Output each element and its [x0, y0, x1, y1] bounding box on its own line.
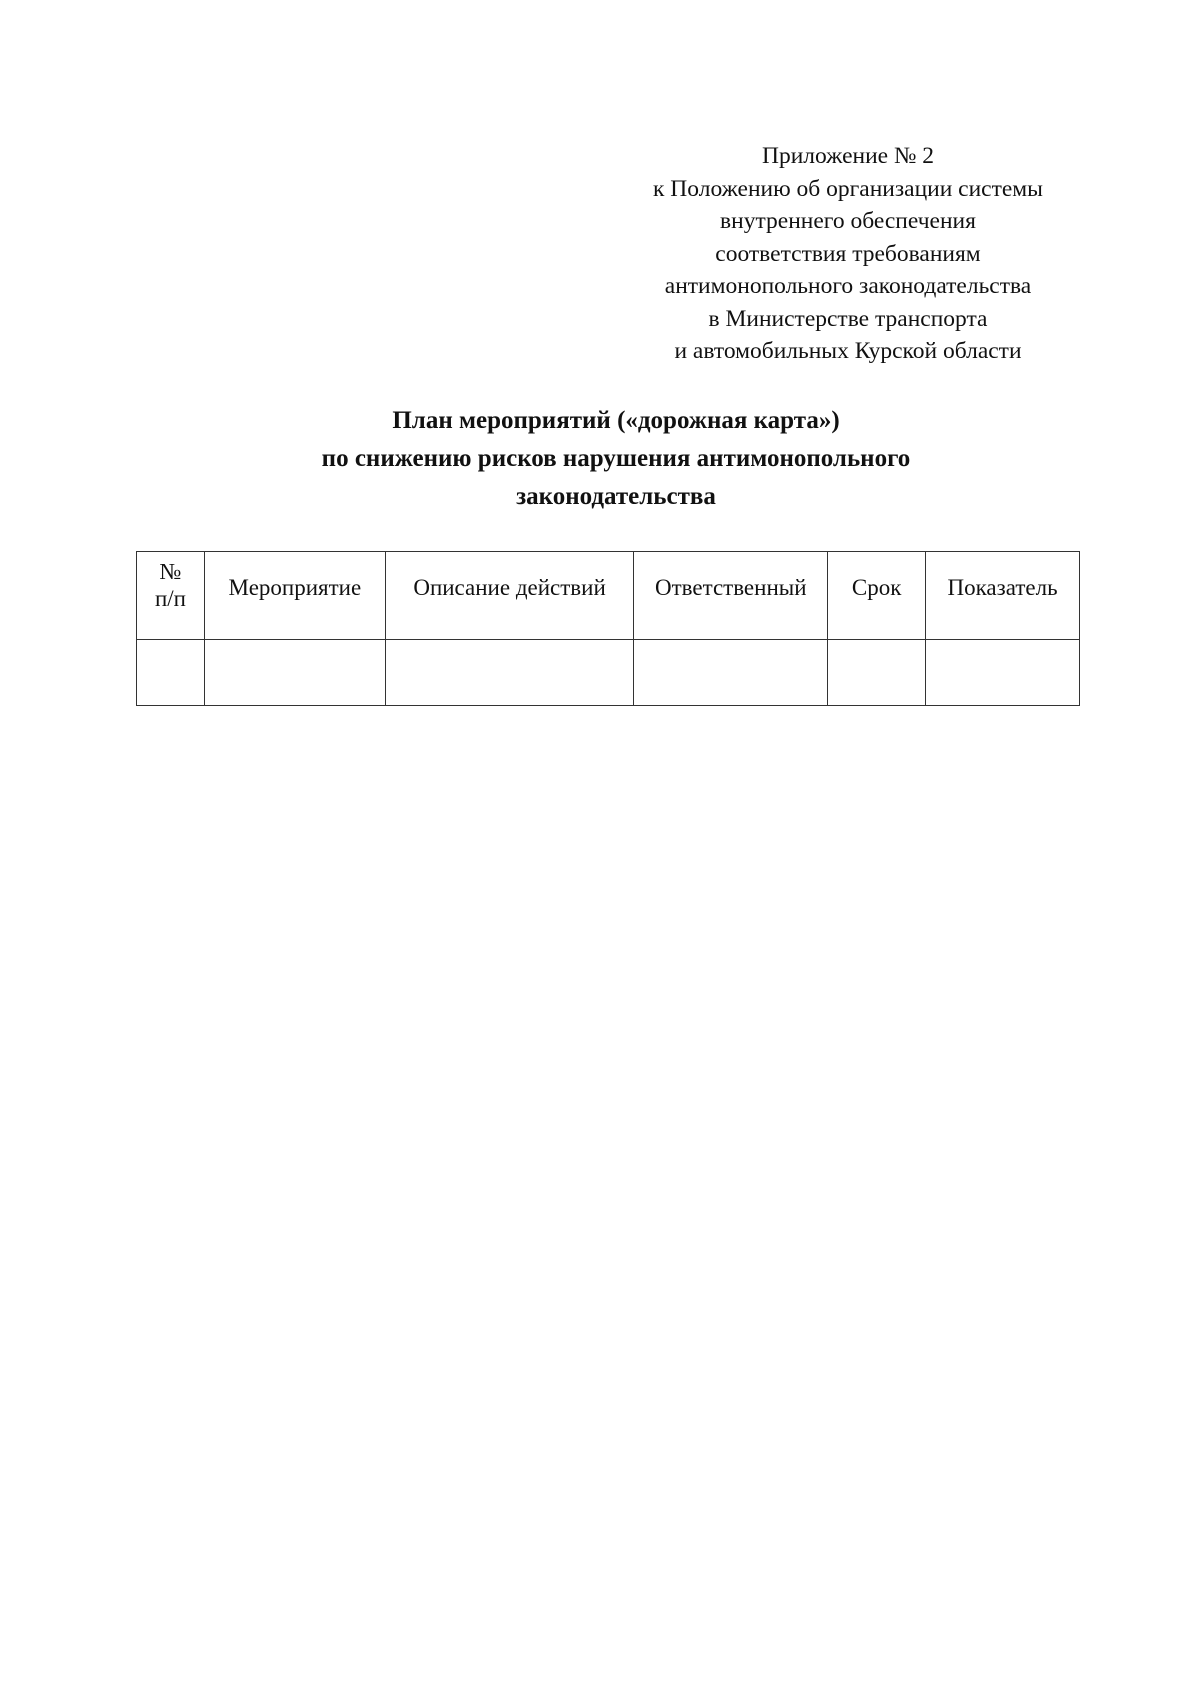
table-cell — [385, 640, 634, 706]
table-cell — [204, 640, 385, 706]
table-header-row — [137, 552, 1080, 640]
header-event: Мероприятие — [204, 552, 385, 640]
title-line: по снижению рисков нарушения антимонопольного — [321, 445, 911, 472]
header-number: № п/п — [137, 552, 205, 640]
table-cell — [926, 640, 1080, 706]
header-deadline: Срок — [828, 552, 926, 640]
table-cell — [828, 640, 926, 706]
appendix-line: антимонопольного законодательства — [664, 273, 1032, 299]
table-cell — [137, 640, 205, 706]
appendix-line: соответствия требованиям — [715, 240, 981, 267]
appendix-line: к Положению об организации системы — [653, 175, 1043, 202]
header-responsible: Ответственный — [634, 552, 828, 640]
table-row — [137, 640, 1080, 706]
document-title — [180, 402, 1052, 516]
title-line: законодательства — [516, 483, 716, 510]
appendix-line: в Министерстве транспорта — [708, 305, 988, 332]
plan-table — [136, 551, 1080, 706]
table-cell — [634, 640, 828, 706]
appendix-line: внутреннего обеспечения — [720, 208, 976, 234]
appendix-line: и автомобильных Курской области — [674, 338, 1022, 364]
title-line: План мероприятий («дорожная карта») — [392, 407, 840, 434]
appendix-header — [598, 140, 1098, 368]
header-indicator: Показатель — [926, 552, 1080, 640]
header-description: Описание действий — [385, 552, 634, 640]
appendix-line: Приложение № 2 — [761, 143, 935, 169]
